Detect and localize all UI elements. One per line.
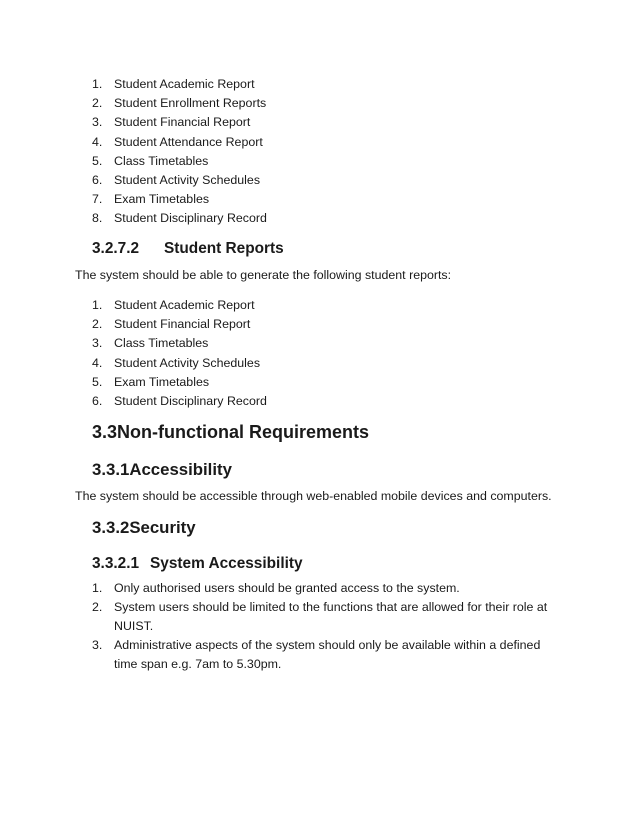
section-heading-332: 3.3.2Security	[92, 518, 196, 537]
list-item: 5. Class Timetables	[92, 153, 209, 168]
security-requirements-list	[92, 579, 572, 674]
section-heading-3321: 3.3.2.1 System Accessibility	[92, 555, 303, 572]
list-item: 7. Exam Timetables	[92, 192, 210, 207]
section-heading-3272: 3.2.7.2 Student Reports	[92, 240, 284, 257]
list-item: 1. Only authorised users should be granted access to the system.	[92, 581, 460, 595]
list-item: 4. Student Attendance Report	[92, 134, 263, 149]
list-item: 1. Student Academic Report	[92, 77, 255, 91]
list-item: 4. Student Activity Schedules	[92, 355, 261, 370]
list-item: 3. Class Timetables	[92, 336, 209, 351]
paragraph-331: The system should be accessible through web-enabled mobile devices and computers.	[75, 489, 552, 503]
section-heading-33: 3.3Non-functional Requirements	[92, 422, 370, 442]
section-heading-331: 3.3.1Accessibility	[92, 460, 232, 479]
list-item: 3. Student Financial Report	[92, 115, 251, 130]
list-item: 6. Student Disciplinary Record	[92, 393, 267, 408]
report-list-a	[92, 75, 572, 229]
list-item: 1. Student Academic Report	[92, 298, 255, 312]
list-item: 8. Student Disciplinary Record	[92, 211, 267, 226]
list-item: 3. Administrative aspects of the system should only be available within a defined time span e.g. 7am to 5.30pm.	[92, 638, 541, 672]
list-item: 2. Student Financial Report	[92, 317, 251, 332]
list-item: 6. Student Activity Schedules	[92, 172, 261, 187]
intro-paragraph-3272: The system should be able to generate the following student reports:	[75, 268, 452, 282]
list-item: 2. Student Enrollment Reports	[92, 96, 267, 111]
list-item: 2. System users should be limited to the functions that are allowed for their role at NUIST.	[92, 600, 548, 634]
report-list-b	[92, 296, 572, 411]
list-item: 5. Exam Timetables	[92, 374, 210, 389]
